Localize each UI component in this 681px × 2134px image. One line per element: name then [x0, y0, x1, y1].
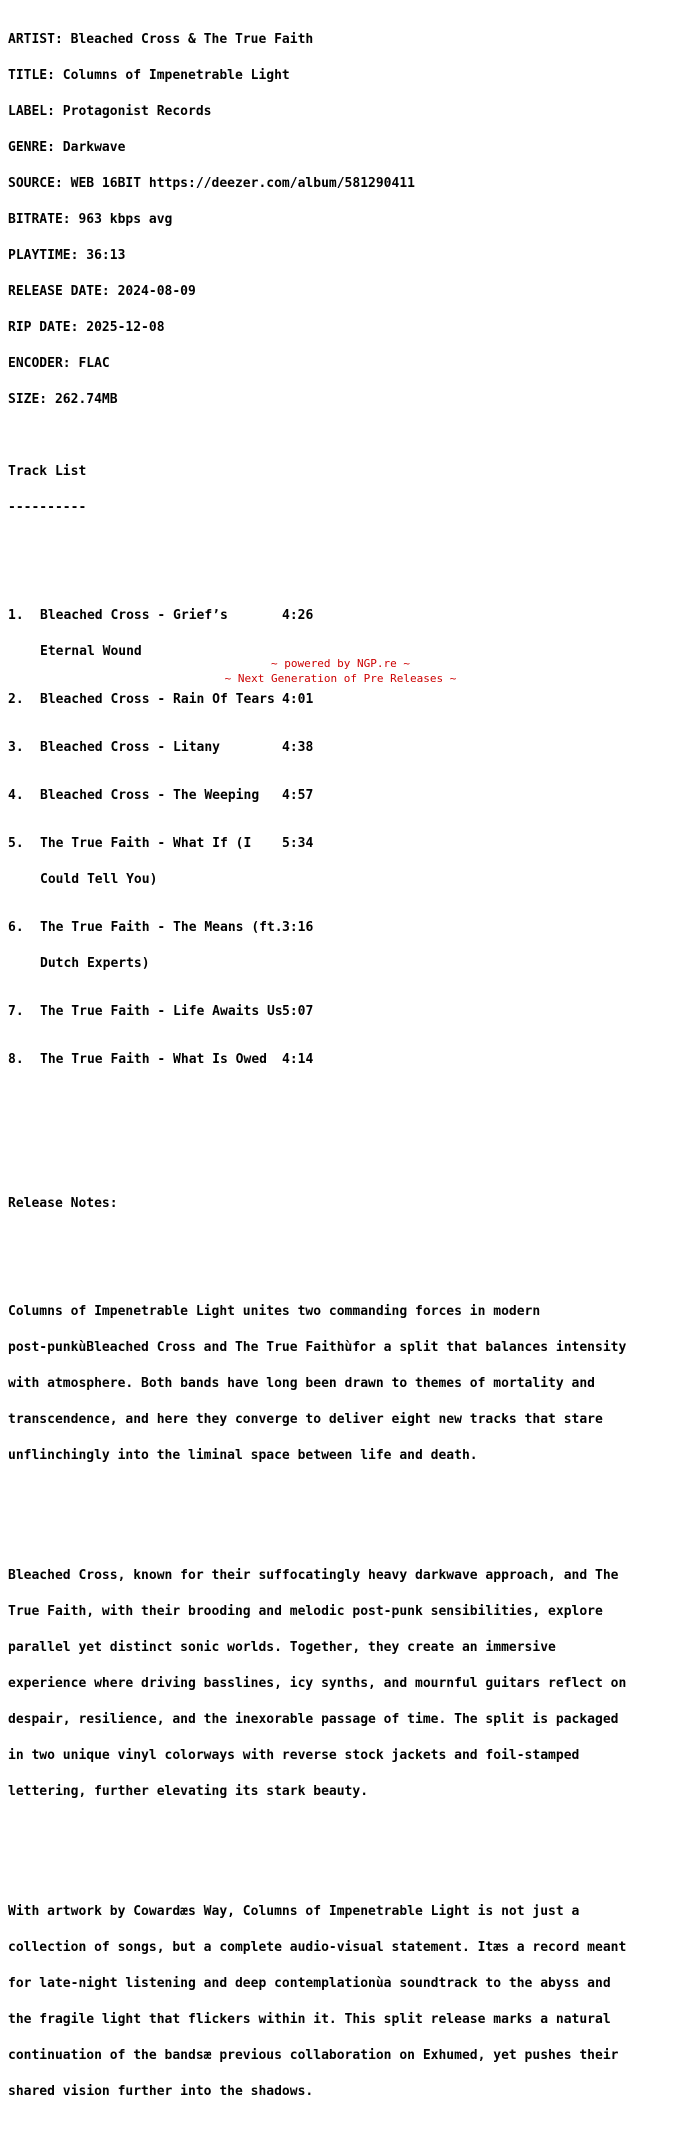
track-title: Bleached Cross - The Weeping — [40, 788, 260, 803]
track-title: The True Faith - The Means (ft. — [40, 920, 283, 935]
track-duration: 4:26 — [282, 608, 314, 623]
track-row-continuation — [8, 958, 644, 970]
notes-line: unflinchingly into the liminal space between life and death. — [8, 1448, 478, 1463]
header-source: SOURCE: WEB 16BIT https://deezer.com/album/581290411 — [8, 176, 415, 191]
footer-powered-by: ~ powered by NGP.re ~ — [270, 657, 411, 670]
track-title: The True Faith - What If (I — [40, 836, 252, 851]
notes-line: with atmosphere. Both bands have long been drawn to themes of mortality and — [8, 1376, 595, 1391]
notes-line: Columns of Impenetrable Light unites two commanding forces in modern — [8, 1304, 541, 1319]
release-notes-title: Release Notes: — [8, 1196, 118, 1211]
notes-line: collection of songs, but a complete audio-visual statement. Itæs a record meant — [8, 1940, 627, 1955]
track-number: 8. — [8, 1052, 24, 1067]
track-title: Bleached Cross - Rain Of Tears — [40, 692, 275, 707]
track-row — [8, 694, 644, 706]
notes-line: despair, resilience, and the inexorable passage of time. The split is packaged — [8, 1712, 619, 1727]
notes-line: parallel yet distinct sonic worlds. Together, they create an immersive — [8, 1640, 556, 1655]
notes-line: lettering, further elevating its stark beauty. — [8, 1784, 369, 1799]
track-row — [8, 790, 644, 802]
tracklist-title: Track List — [8, 464, 87, 479]
track-row — [8, 922, 644, 934]
notes-line: in two unique vinyl colorways with reverse stock jackets and foil-stamped — [8, 1748, 580, 1763]
header-size: SIZE: 262.74MB — [8, 392, 118, 407]
header-encoder: ENCODER: FLAC — [8, 356, 110, 371]
header-label: LABEL: Protagonist Records — [8, 104, 212, 119]
notes-line: transcendence, and here they converge to deliver eight new tracks that stare — [8, 1412, 603, 1427]
track-number: 1. — [8, 608, 24, 623]
track-row — [8, 742, 644, 754]
header-rip-date: RIP DATE: 2025-12-08 — [8, 320, 165, 335]
footer-tagline: ~ Next Generation of Pre Releases ~ — [224, 672, 457, 685]
track-title-continued: Could Tell You) — [40, 872, 158, 887]
track-row — [8, 1054, 644, 1066]
spacer — [8, 430, 644, 442]
spacer — [8, 538, 644, 550]
track-title: The True Faith - Life Awaits Us — [40, 1004, 283, 1019]
track-duration: 4:57 — [282, 788, 314, 803]
track-duration: 5:34 — [282, 836, 314, 851]
footer — [0, 656, 681, 686]
track-row-continuation — [8, 874, 644, 886]
track-number: 2. — [8, 692, 24, 707]
release-notes-paragraph-3 — [8, 1882, 644, 2122]
notes-line: shared vision further into the shadows. — [8, 2084, 314, 2099]
spacer — [8, 1846, 644, 1858]
track-duration: 3:16 — [282, 920, 314, 935]
spacer — [8, 1510, 644, 1522]
header-bitrate: BITRATE: 963 kbps avg — [8, 212, 173, 227]
track-row — [8, 838, 644, 850]
track-title: Bleached Cross - Litany — [40, 740, 221, 755]
track-duration: 4:38 — [282, 740, 314, 755]
spacer — [8, 1126, 644, 1138]
header-playtime: PLAYTIME: 36:13 — [8, 248, 126, 263]
header-title: TITLE: Columns of Impenetrable Light — [8, 68, 290, 83]
spacer — [8, 1162, 644, 1174]
header-release-date: RELEASE DATE: 2024-08-09 — [8, 284, 196, 299]
track-title-continued: Dutch Experts) — [40, 956, 150, 971]
track-duration: 4:14 — [282, 1052, 314, 1067]
track-title: The True Faith - What Is Owed — [40, 1052, 267, 1067]
notes-line: for late-night listening and deep contemplationùa soundtrack to the abyss and — [8, 1976, 611, 1991]
header-artist: ARTIST: Bleached Cross & The True Faith — [8, 32, 314, 47]
header-genre: GENRE: Darkwave — [8, 140, 126, 155]
track-row — [8, 1006, 644, 1018]
track-number: 5. — [8, 836, 24, 851]
track-number: 4. — [8, 788, 24, 803]
notes-line: True Faith, with their brooding and melodic post-punk sensibilities, explore — [8, 1604, 603, 1619]
notes-line: experience where driving basslines, icy synths, and mournful guitars reflect on — [8, 1676, 627, 1691]
notes-line: post-punkùBleached Cross and The True Faithùfor a split that balances intensity — [8, 1340, 627, 1355]
track-title: Bleached Cross - Grief’s — [40, 608, 228, 623]
tracklist-rule: ---------- — [8, 500, 87, 515]
release-notes-paragraph-1 — [8, 1282, 644, 1486]
track-number: 7. — [8, 1004, 24, 1019]
track-duration: 5:07 — [282, 1004, 314, 1019]
notes-line: continuation of the bandsæ previous collaboration on Exhumed, yet pushes their — [8, 2048, 619, 2063]
track-title-continued: Eternal Wound — [40, 644, 142, 659]
track-number: 6. — [8, 920, 24, 935]
track-number: 3. — [8, 740, 24, 755]
notes-line: the fragile light that flickers within it. This split release marks a natural — [8, 2012, 611, 2027]
track-duration: 4:01 — [282, 692, 314, 707]
nfo-document — [8, 10, 644, 2134]
notes-line: With artwork by Cowardæs Way, Columns of Impenetrable Light is not just a — [8, 1904, 580, 1919]
notes-line: Bleached Cross, known for their suffocatingly heavy darkwave approach, and The — [8, 1568, 619, 1583]
spacer — [8, 1234, 644, 1246]
release-notes-paragraph-2 — [8, 1546, 644, 1822]
track-row — [8, 610, 644, 622]
